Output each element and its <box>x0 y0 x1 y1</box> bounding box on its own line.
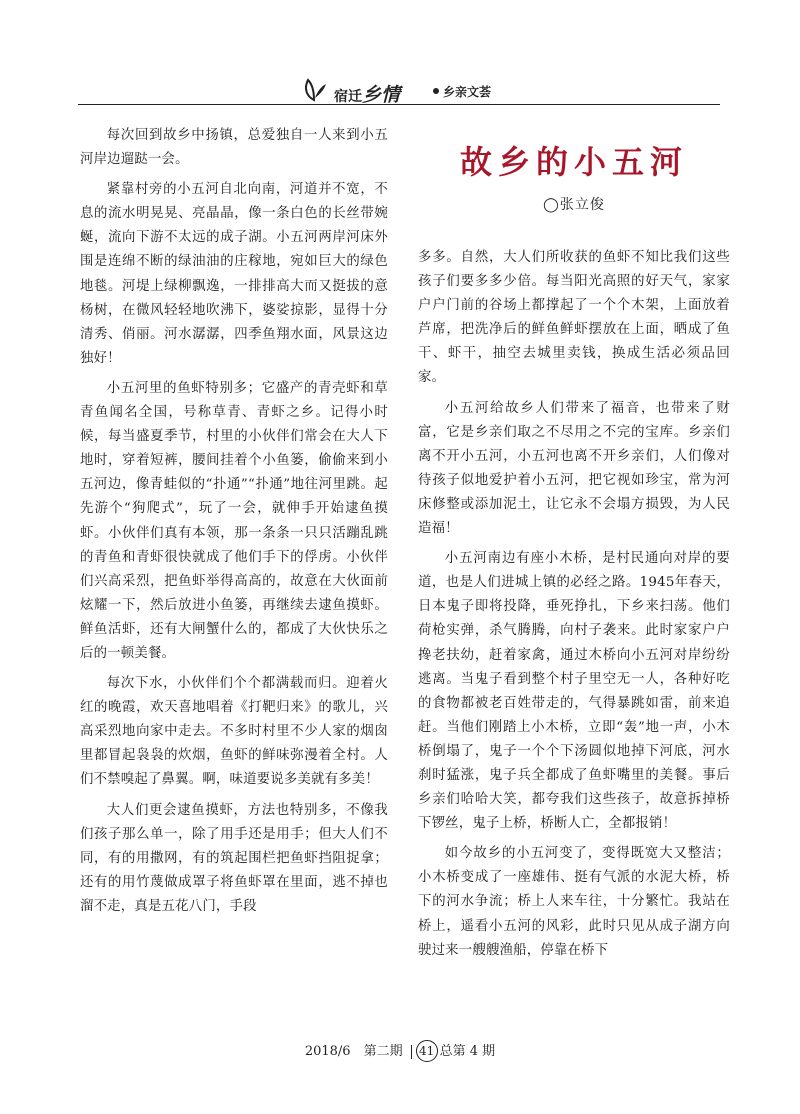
header-section-name: 乡亲文荟 <box>443 85 492 99</box>
paragraph: 紧靠村旁的小五河自北向南，河道并不宽，不息的流水明晃晃、亮晶晶，像一条白色的长丝带婉蜒，流向下游不太远的成子湖。小五河两岸河床外围是连绵不断的绿油油的庄稼地，宛如巨大的绿色地毯。河堤上绿柳飘逸，一排排高大而又挺拔的意杨树，在微风轻轻地吹沸下，婆娑掠影，显得十分清秀、俏丽。河水潺潺，四季鱼翔水面，风景这边独好！ <box>80 182 388 366</box>
article-author: ◯张立俊 <box>543 197 605 213</box>
paragraph: 每次下水，小伙伴们个个都满载而归。迎着火红的晚霞，欢天喜地唱着《打靶归来》的歌儿，兴高采烈地向家中走去。不多时村里不少人家的烟囱里都冒起袅袅的炊烟，鱼虾的鲜味弥漫着全村。人们不禁嗅起了鼻翼。啊，味道要说多美就有多美！ <box>80 676 388 788</box>
paragraph: 如今故乡的小五河变了，变得既宽大又整洁；小木桥变成了一座雄伟、挺有气派的水泥大桥，桥下的河水争流；桥上人来车往，十分繁忙。我站在桥上，遥看小五河的风彩，此时只见从成子湖方向驶过来一艘艘渔船，停靠在桥下 <box>418 846 730 958</box>
page-footer <box>0 1040 800 1062</box>
header-bullet <box>433 88 439 94</box>
left-column <box>80 124 388 925</box>
paragraph: 多多。自然，大人们所收获的鱼虾不知比我们这些孩子们要多多少倍。每当阳光高照的好天气，家家户户门前的谷场上都撑起了一个个木架，上面放着芦席，把洗净后的鲜鱼鲜虾摆放在上面，晒成了鱼干、虾干，抽空去城里卖钱，换成生活必须品回家。 <box>418 250 730 386</box>
paragraph: 每次回到故乡中扬镇，总爱独自一人来到小五河岸边遛跶一会。 <box>80 128 388 168</box>
leaf-logo-icon <box>300 74 328 102</box>
header-brand: 宿迁乡情 <box>334 84 401 106</box>
page-number: 41 <box>416 1040 438 1062</box>
paragraph: 小五河南边有座小木桥，是村民通向对岸的要道，也是人们进城上镇的必经之路。1945年春天，日本鬼子即将投降，垂死挣扎，下乡来扫荡。他们荷枪实弹，杀气腾腾，向村子袭来。此时家家户户搀老扶幼，赶着家禽，通过木桥向小五河对岸纷纷逃离。当鬼子看到整个村子里空无一人，各种好吃的食物都被老百姓带走的，气得暴跳如雷，前来追赶。当他们刚踏上小木桥，立即“轰”地一声，小木桥倒塌了，鬼子一个个下汤圆似地掉下河底，河水刹时猛涨，鬼子兵全都成了鱼虾嘴里的美餐。事后乡亲们哈哈大笑，都夸我们这些孩子，故意拆掉桥下锣丝，鬼子上桥，桥断人亡，全都报销！ <box>418 551 730 832</box>
paragraph: 大人们更会逮鱼摸虾，方法也特别多，不像我们孩子那么单一，除了用手还是用手；但大人们不同，有的用撒网，有的筑起围栏把鱼虾挡阻捉拿；还有的用竹蔑做成罩子将鱼虾罩在里面，逃不掉也溜不走，真是五花八门，手段 <box>80 802 388 914</box>
total-issue-label: 总第 4 期 <box>439 1044 496 1059</box>
footer-divider <box>411 1045 412 1059</box>
title-block <box>418 138 730 214</box>
paragraph: 小五河里的鱼虾特别多；它盛产的青壳虾和草青鱼闻名全国，号称草青、青虾之乡。记得小时候，每当盛夏季节，村里的小伙伴们常会在大人下地时，穿着短裤，腰间挂着个小鱼篓，偷偷来到小五河边，像青蛙似的“扑通”“扑通”地往河里跳。起先游个“狗爬式”，玩了一会，就伸手开始逮鱼摸虾。小伙伴们真有本领，那一条条一只只活蹦乱跳的青鱼和青虾很快就成了他们手下的俘虏。小伙伴们兴高采烈，把鱼虾举得高高的，故意在大伙面前炫耀一下，然后放进小鱼篓，再继续去逮鱼摸虾。鲜鱼活虾，还有大闸蟹什么的，都成了大伙快乐之后的一顿美餐。 <box>80 380 388 661</box>
page-header <box>78 74 720 105</box>
article-title: 故乡的小五河 <box>459 143 688 181</box>
issue-label: 2018/6 第二期 <box>304 1044 403 1059</box>
right-column <box>418 246 730 969</box>
paragraph: 小五河给故乡人们带来了福音，也带来了财富，它是乡亲们取之不尽用之不完的宝库。乡亲们离不开小五河，小五河也离不开乡亲们，人们像对待孩子似地爱护着小五河，把它视如珍宝，常为河床修整或添加泥土，让它永不会塌方损毁，为人民造福！ <box>418 400 730 537</box>
